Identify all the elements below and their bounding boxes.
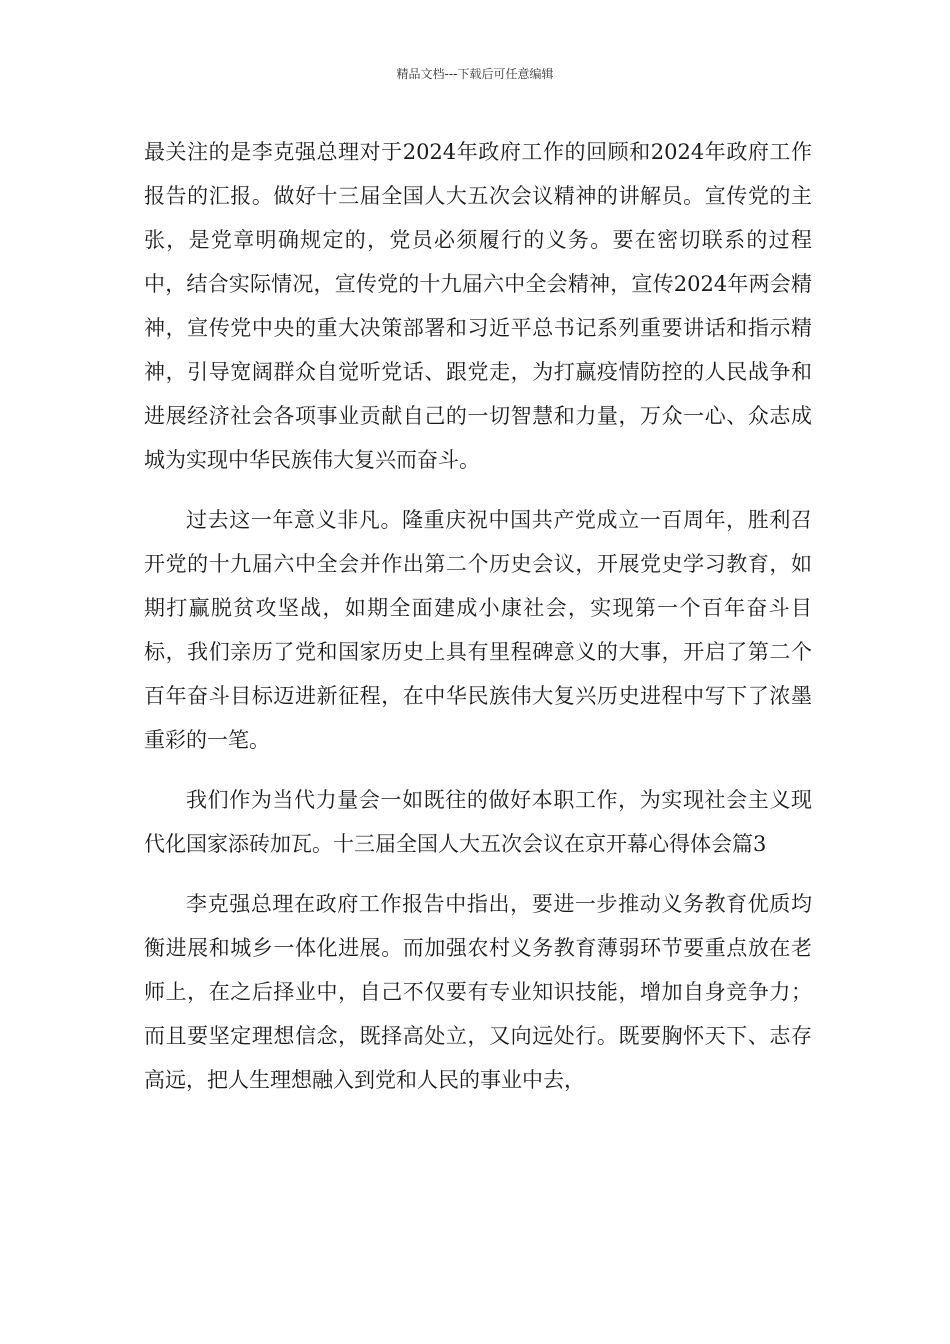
document-body xyxy=(144,130,812,1102)
paragraph-1: 最关注的是李克强总理对于2024年政府工作的回顾和2024年政府工作报告的汇报。做好十三届全国人大五次会议精神的讲解员。宣传党的主张，是党章明确规定的，党员必须履行的义务。要在密切联系的过程中，结合实际情况，宣传党的十九届六中全会精神，宣传2024年两会精神，宣传党中央的重大决策部署和习近平总书记系列重要讲话和指示精神，引导宽阔群众自觉听党话、跟党走，为打赢疫情防控的人民战争和进展经济社会各项事业贡献自己的一切智慧和力量，万众一心、众志成城为实现中华民族伟大复兴而奋斗。 xyxy=(144,140,812,472)
paragraph-4: 李克强总理在政府工作报告中指出，要进一步推动义务教育优质均衡进展和城乡一体化进展。而加强农村义务教育薄弱环节要重点放在老师上，在之后择业中，自己不仅要有专业知识技能，增加自身竞争力；而且要坚定理想信念，既择高处立，又向远处行。既要胸怀天下、志存高远，把人生理想融入到党和人民的事业中去， xyxy=(144,892,812,1092)
paragraph-2: 过去这一年意义非凡。隆重庆祝中国共产党成立一百周年，胜利召开党的十九届六中全会并作出第二个历史会议，开展党史学习教育，如期打赢脱贫攻坚战，如期全面建成小康社会，实现第一个百年奋斗目标，我们亲历了党和国家历史上具有里程碑意义的大事，开启了第二个百年奋斗目标迈进新征程，在中华民族伟大复兴历史进程中写下了浓墨重彩的一笔。 xyxy=(144,508,812,752)
page-header: 精品文档---下载后可任意编辑 xyxy=(396,67,554,81)
paragraph-3: 我们作为当代力量会一如既往的做好本职工作，为实现社会主义现代化国家添砖加瓦。十三届全国人大五次会议在京开幕心得体会篇3 xyxy=(144,788,812,856)
